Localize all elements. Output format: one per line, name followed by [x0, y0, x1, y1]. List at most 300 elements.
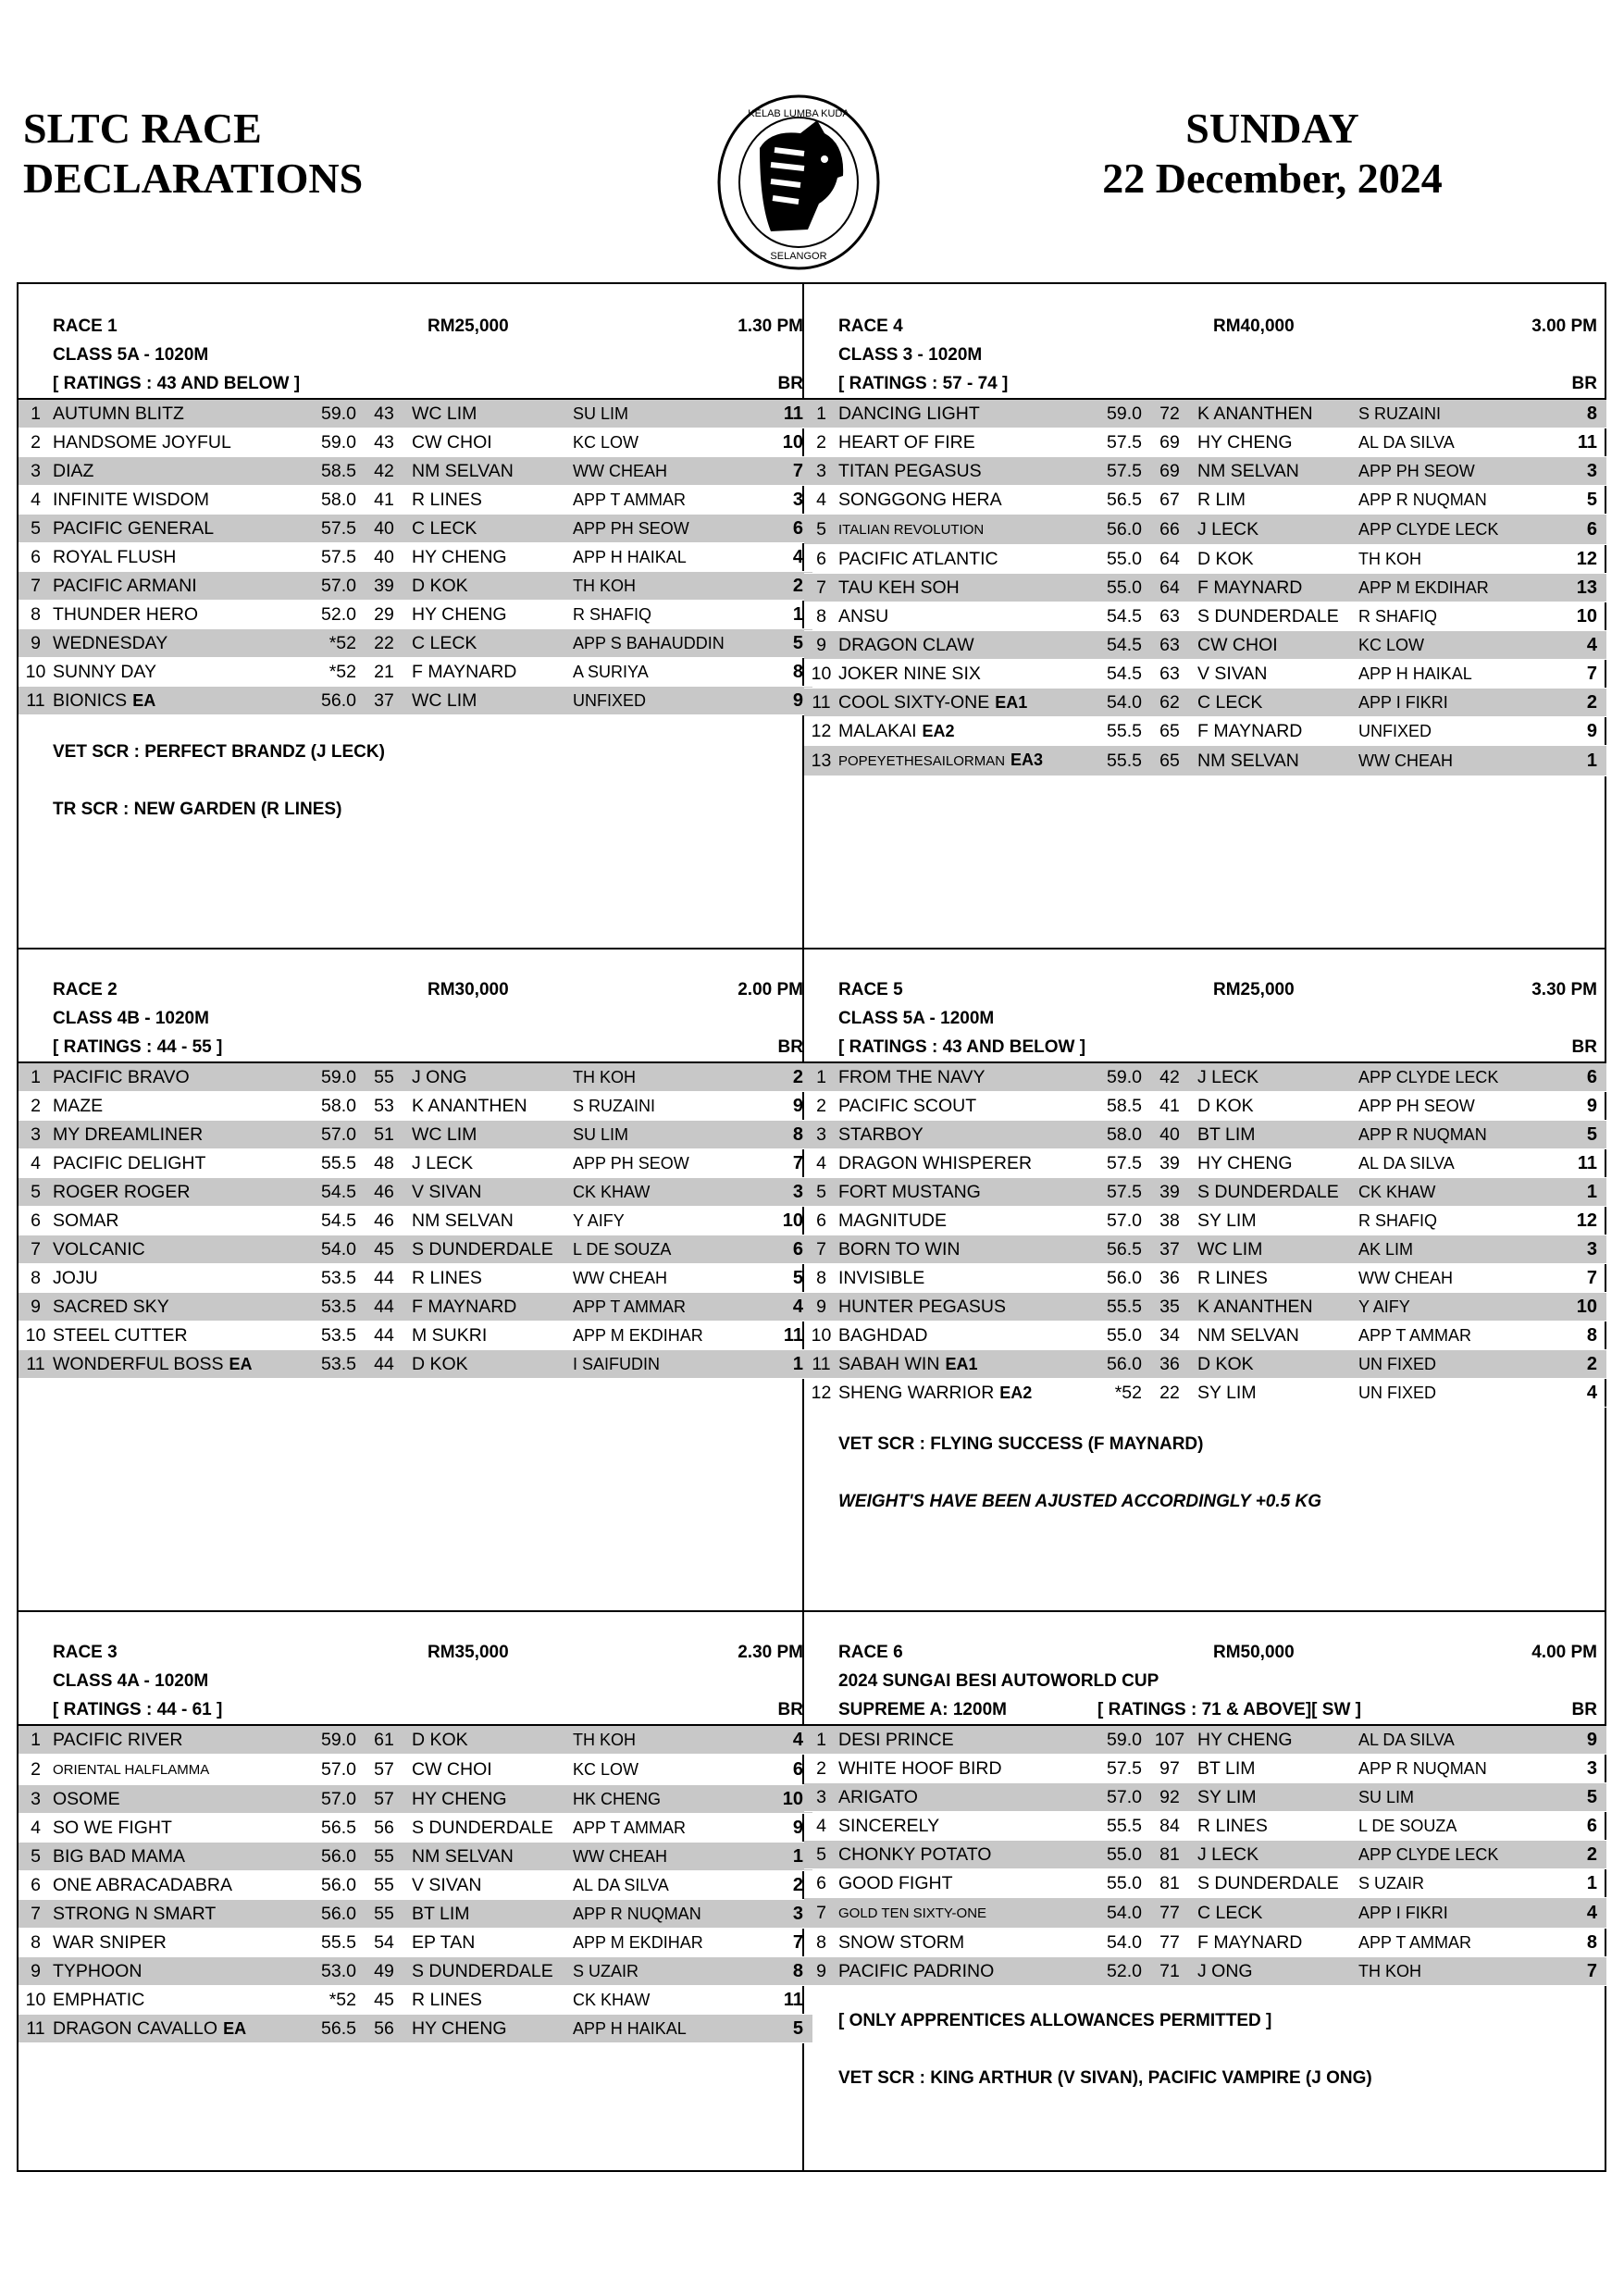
saddle-number: 10	[804, 660, 838, 689]
horse-name: STEEL CUTTER	[53, 1322, 299, 1350]
rating: 55	[356, 1843, 412, 1871]
race-prize: RM35,000	[428, 1643, 509, 1662]
emergency-acceptor: EA3	[1010, 751, 1044, 769]
emergency-acceptor	[981, 1183, 986, 1201]
weight: 57.0	[299, 1121, 356, 1149]
rating: 72	[1142, 399, 1197, 428]
horse-name: PACIFIC DELIGHT	[53, 1149, 299, 1178]
rating: 44	[356, 1322, 412, 1350]
saddle-number: 7	[19, 572, 53, 601]
trainer: SU LIM	[1358, 1783, 1560, 1812]
rating: 36	[1142, 1264, 1197, 1293]
race-class: CLASS 5A - 1020M	[53, 345, 209, 365]
emergency-acceptor	[167, 634, 173, 652]
runner-row	[19, 1350, 812, 1379]
race-header	[19, 975, 812, 1004]
emergency-acceptor	[975, 433, 981, 452]
trainer: CK KHAW	[573, 1986, 766, 2015]
emergency-acceptor	[176, 548, 181, 566]
horse-name: SHENG WARRIOR EA2	[838, 1379, 1085, 1408]
emergency-acceptor	[145, 1240, 151, 1259]
race-ratings: SUPREME A: 1200M [ RATINGS : 71 & ABOVE][ SW ] BR	[804, 1695, 1606, 1724]
emergency-acceptor	[924, 1125, 929, 1144]
horse-name: TAU KEH SOH	[838, 574, 1085, 602]
race-prize: RM25,000	[428, 316, 509, 336]
barrier: 13	[1560, 574, 1606, 602]
jockey: R LINES	[412, 1264, 573, 1293]
rating: 41	[1142, 1092, 1197, 1121]
barrier: 4	[1560, 631, 1606, 660]
rating: 44	[356, 1293, 412, 1322]
jockey: D KOK	[1197, 545, 1358, 574]
weight: 57.5	[1085, 1178, 1142, 1207]
saddle-number: 5	[19, 1178, 53, 1207]
jockey: K ANANTHEN	[412, 1092, 573, 1121]
runner-row	[19, 1785, 812, 1814]
rating: 69	[1142, 457, 1197, 486]
runner-row	[19, 1929, 812, 1957]
weight: 58.0	[1085, 1121, 1142, 1149]
weight: 53.5	[299, 1264, 356, 1293]
weight: 52.0	[299, 601, 356, 629]
trainer: APP PH SEOW	[1358, 1092, 1560, 1121]
barrier: 6	[1560, 1812, 1606, 1841]
rating: 67	[1142, 486, 1197, 515]
emergency-acceptor	[960, 1240, 965, 1259]
jockey: C LECK	[1197, 689, 1358, 717]
trainer: WW CHEAH	[573, 1843, 766, 1871]
horse-name: DESI PRINCE	[838, 1725, 1085, 1755]
horse-name: TYPHOON	[53, 1957, 299, 1986]
emergency-acceptor	[986, 1068, 991, 1086]
jockey: S DUNDERDALE	[412, 1814, 573, 1843]
jockey: BT LIM	[1197, 1755, 1358, 1783]
rating: 45	[356, 1235, 412, 1264]
weight: 56.0	[299, 1900, 356, 1929]
jockey: SY LIM	[1197, 1783, 1358, 1812]
jockey: F MAYNARD	[1197, 717, 1358, 746]
rating: 51	[356, 1121, 412, 1149]
jockey: R LINES	[412, 486, 573, 515]
rating: 81	[1142, 1869, 1197, 1898]
saddle-number: 7	[804, 574, 838, 602]
runner-row	[19, 1871, 812, 1900]
jockey: C LECK	[412, 515, 573, 543]
rating: 55	[356, 1062, 412, 1092]
barrier: 5	[1560, 1121, 1606, 1149]
rating: 56	[356, 1814, 412, 1843]
rating: 71	[1142, 1957, 1197, 1986]
runners-table	[19, 1724, 812, 2043]
saddle-number: 7	[19, 1900, 53, 1929]
svg-text:KELAB LUMBA KUDA: KELAB LUMBA KUDA	[748, 108, 849, 119]
race-header	[19, 1638, 812, 1667]
saddle-number: 8	[804, 602, 838, 631]
race-note: VET SCR : FLYING SUCCESS (F MAYNARD)	[838, 1434, 1204, 1454]
runners-table	[19, 1061, 812, 1379]
rating: 64	[1142, 545, 1197, 574]
emergency-acceptor: EA2	[999, 1384, 1033, 1402]
emergency-acceptor	[954, 1731, 960, 1749]
runner-row	[19, 1814, 812, 1843]
barrier: 1	[1560, 1178, 1606, 1207]
jockey: R LIM	[1197, 486, 1358, 515]
jockey: K ANANTHEN	[1197, 1293, 1358, 1322]
saddle-number: 2	[19, 1092, 53, 1121]
weight: 54.5	[299, 1178, 356, 1207]
saddle-number: 11	[804, 689, 838, 717]
emergency-acceptor	[888, 607, 894, 626]
emergency-acceptor	[185, 1847, 191, 1866]
runner-row	[804, 1755, 1606, 1783]
barrier: 5	[1560, 1783, 1606, 1812]
race-title: RACE 3	[53, 1643, 118, 1662]
barrier: 1	[1560, 746, 1606, 776]
barrier: 6	[1560, 1062, 1606, 1092]
runner-row	[19, 428, 812, 457]
runner-row	[804, 717, 1606, 746]
jockey: NM SELVAN	[412, 457, 573, 486]
trainer: Y AIFY	[1358, 1293, 1560, 1322]
trainer: WW CHEAH	[573, 457, 766, 486]
horse-name: DRAGON CLAW	[838, 631, 1085, 660]
saddle-number: 3	[19, 457, 53, 486]
horse-name: CHONKY POTATO	[838, 1841, 1085, 1869]
trainer: WW CHEAH	[1358, 1264, 1560, 1293]
barrier: 3	[766, 1178, 812, 1207]
rating: 22	[1142, 1379, 1197, 1408]
jockey: BT LIM	[1197, 1121, 1358, 1149]
weight: *52	[299, 1986, 356, 2015]
barrier: 1	[766, 601, 812, 629]
jockey: F MAYNARD	[412, 658, 573, 687]
document-title: SLTC RACE DECLARATIONS	[23, 105, 364, 202]
saddle-number: 5	[19, 515, 53, 543]
emergency-acceptor	[974, 636, 980, 654]
trainer: APP CLYDE LECK	[1358, 515, 1560, 545]
horse-name: EMPHATIC	[53, 1986, 299, 2015]
horse-name: INVISIBLE	[838, 1264, 1085, 1293]
runner-row	[19, 1264, 812, 1293]
race-date: SUNDAY 22 December, 2024	[1102, 105, 1443, 202]
runner-row	[19, 543, 812, 572]
jockey: HY CHENG	[412, 1785, 573, 1814]
saddle-number: 3	[804, 1121, 838, 1149]
rating: 48	[356, 1149, 412, 1178]
weight: 54.5	[1085, 660, 1142, 689]
horse-name: DIAZ	[53, 457, 299, 486]
rating: 37	[356, 687, 412, 715]
jockey: D KOK	[412, 1725, 573, 1755]
barrier: 7	[766, 1929, 812, 1957]
race-time: 4.00 PM	[1531, 1643, 1597, 1662]
horse-name: BAGHDAD	[838, 1322, 1085, 1350]
runner-row	[804, 1869, 1606, 1898]
emergency-acceptor	[231, 433, 237, 452]
weight: 55.0	[1085, 1841, 1142, 1869]
rating: 92	[1142, 1783, 1197, 1812]
race-time: 3.30 PM	[1531, 980, 1597, 999]
horse-name: OSOME	[53, 1785, 299, 1814]
trainer: APP T AMMAR	[1358, 1929, 1560, 1957]
trainer: APP M EKDIHAR	[573, 1929, 766, 1957]
race-panel	[19, 312, 812, 819]
jockey: NM SELVAN	[412, 1843, 573, 1871]
emergency-acceptor	[924, 1269, 930, 1287]
barrier: 11	[766, 399, 812, 428]
runner-row	[19, 486, 812, 515]
weight: 54.0	[1085, 1929, 1142, 1957]
jockey: C LECK	[412, 629, 573, 658]
barrier: 11	[1560, 428, 1606, 457]
row-divider	[19, 1610, 1605, 1612]
horse-name: GOLD TEN SIXTY-ONE	[838, 1898, 1085, 1929]
emergency-acceptor	[980, 404, 986, 423]
saddle-number: 12	[804, 717, 838, 746]
emergency-acceptor	[209, 1759, 215, 1778]
trainer: KC LOW	[573, 1755, 766, 1785]
runner-row	[804, 1783, 1606, 1812]
barrier-label: BR	[1571, 374, 1597, 393]
race-time: 2.30 PM	[738, 1643, 803, 1662]
weight: 57.0	[1085, 1207, 1142, 1235]
barrier: 10	[766, 1785, 812, 1814]
barrier: 6	[766, 515, 812, 543]
emergency-acceptor	[1002, 1759, 1008, 1778]
saddle-number: 9	[804, 1957, 838, 1986]
horse-name: BIONICS EA	[53, 687, 299, 715]
saddle-number: 4	[19, 1149, 53, 1178]
runner-row	[804, 689, 1606, 717]
runner-row	[804, 1092, 1606, 1121]
jockey: M SUKRI	[412, 1322, 573, 1350]
saddle-number: 7	[804, 1235, 838, 1264]
race-ratings: [ RATINGS : 44 - 55 ] BR	[19, 1033, 812, 1061]
jockey: NM SELVAN	[1197, 1322, 1358, 1350]
saddle-number: 10	[19, 1322, 53, 1350]
jockey: J ONG	[412, 1062, 573, 1092]
emergency-acceptor	[982, 462, 987, 480]
saddle-number: 7	[19, 1235, 53, 1264]
trainer: R SHAFIQ	[1358, 602, 1560, 631]
rating: 35	[1142, 1293, 1197, 1322]
emergency-acceptor	[964, 1933, 970, 1952]
weight: 55.5	[299, 1929, 356, 1957]
emergency-acceptor	[216, 1905, 221, 1923]
runner-row	[804, 1293, 1606, 1322]
horse-name: AUTUMN BLITZ	[53, 399, 299, 428]
trainer: APP R NUQMAN	[1358, 1121, 1560, 1149]
barrier: 6	[1560, 515, 1606, 545]
rating: 77	[1142, 1898, 1197, 1929]
runner-row	[19, 515, 812, 543]
trainer: APP I FIKRI	[1358, 1898, 1560, 1929]
runner-row	[19, 1322, 812, 1350]
horse-name: TITAN PEGASUS	[838, 457, 1085, 486]
trainer: APP PH SEOW	[573, 1149, 766, 1178]
barrier: 10	[766, 428, 812, 457]
horse-name: WAR SNIPER	[53, 1929, 299, 1957]
jockey: J LECK	[1197, 1062, 1358, 1092]
emergency-acceptor: EA1	[945, 1355, 978, 1373]
jockey: R LINES	[1197, 1264, 1358, 1293]
trainer: TH KOH	[1358, 545, 1560, 574]
trainer: APP H HAIKAL	[573, 2015, 766, 2043]
rating: 65	[1142, 717, 1197, 746]
emergency-acceptor	[156, 663, 162, 681]
barrier: 7	[1560, 1957, 1606, 1986]
saddle-number: 4	[804, 1149, 838, 1178]
emergency-acceptor	[190, 1183, 195, 1201]
runner-row	[19, 1293, 812, 1322]
horse-name: SABAH WIN EA1	[838, 1350, 1085, 1379]
rating: 22	[356, 629, 412, 658]
row-divider	[19, 948, 1605, 949]
barrier: 4	[1560, 1379, 1606, 1408]
horse-name: DRAGON WHISPERER	[838, 1149, 1085, 1178]
runner-row	[19, 1207, 812, 1235]
barrier: 8	[1560, 1929, 1606, 1957]
trainer: SU LIM	[573, 399, 766, 428]
horse-name: VOLCANIC	[53, 1235, 299, 1264]
runner-row	[804, 1178, 1606, 1207]
weight: 56.0	[299, 1871, 356, 1900]
rating: 44	[356, 1350, 412, 1379]
jockey: V SIVAN	[1197, 660, 1358, 689]
emergency-acceptor	[205, 1154, 211, 1173]
trainer: WW CHEAH	[573, 1264, 766, 1293]
runner-row	[19, 1986, 812, 2015]
jockey: HY CHENG	[1197, 1149, 1358, 1178]
horse-name: PACIFIC GENERAL	[53, 515, 299, 543]
weight: 58.5	[1085, 1092, 1142, 1121]
horse-name: ARIGATO	[838, 1783, 1085, 1812]
weight: 53.5	[299, 1293, 356, 1322]
runner-row	[804, 574, 1606, 602]
runners-table	[804, 1061, 1606, 1408]
horse-name: FROM THE NAVY	[838, 1062, 1085, 1092]
trainer: APP T AMMAR	[573, 1293, 766, 1322]
saddle-number: 9	[19, 1957, 53, 1986]
weight: 53.5	[299, 1350, 356, 1379]
race-title: RACE 6	[838, 1643, 903, 1662]
trainer: APP R NUQMAN	[573, 1900, 766, 1929]
race-panel	[19, 1638, 812, 2043]
trainer: Y AIFY	[573, 1207, 766, 1235]
race-note: WEIGHT'S HAVE BEEN AJUSTED ACCORDINGLY +0.5 KG	[838, 1492, 1321, 1511]
weight: 58.5	[299, 457, 356, 486]
jockey: CW CHOI	[412, 1755, 573, 1785]
trainer: APP R NUQMAN	[1358, 486, 1560, 515]
horse-name: INFINITE WISDOM	[53, 486, 299, 515]
weight: 59.0	[299, 399, 356, 428]
weight: 55.0	[1085, 574, 1142, 602]
rating: 29	[356, 601, 412, 629]
race-title: RACE 1	[53, 316, 118, 336]
rating: 43	[356, 428, 412, 457]
jockey: HY CHENG	[1197, 428, 1358, 457]
trainer: TH KOH	[573, 572, 766, 601]
weight: 52.0	[1085, 1957, 1142, 1986]
horse-name: SOMAR	[53, 1207, 299, 1235]
weight: 55.5	[1085, 746, 1142, 776]
jockey: C LECK	[1197, 1898, 1358, 1929]
rating: 46	[356, 1207, 412, 1235]
barrier: 6	[766, 1235, 812, 1264]
barrier-label: BR	[1571, 1700, 1597, 1719]
weight: 54.0	[299, 1235, 356, 1264]
barrier: 9	[766, 1814, 812, 1843]
trainer: R SHAFIQ	[573, 601, 766, 629]
jockey: S DUNDERDALE	[412, 1235, 573, 1264]
emergency-acceptor	[976, 1097, 982, 1115]
runners-table	[19, 398, 812, 715]
jockey: NM SELVAN	[1197, 746, 1358, 776]
horse-name: JOJU	[53, 1264, 299, 1293]
weight: 56.0	[1085, 1264, 1142, 1293]
jockey: CW CHOI	[1197, 631, 1358, 660]
weight: 54.0	[1085, 1898, 1142, 1929]
trainer: APP I FIKRI	[1358, 689, 1560, 717]
race-note: VET SCR : PERFECT BRANDZ (J LECK)	[53, 742, 385, 762]
runner-row	[804, 515, 1606, 545]
weight: 59.0	[1085, 399, 1142, 428]
runner-row	[19, 1843, 812, 1871]
runner-row	[804, 1812, 1606, 1841]
trainer: KC LOW	[1358, 631, 1560, 660]
saddle-number: 5	[19, 1843, 53, 1871]
runner-row	[19, 572, 812, 601]
barrier: 6	[766, 1755, 812, 1785]
runner-row	[19, 2015, 812, 2043]
trainer: UNFIXED	[1358, 717, 1560, 746]
saddle-number: 11	[19, 2015, 53, 2043]
jockey: HY CHENG	[1197, 1725, 1358, 1755]
jockey: J ONG	[1197, 1957, 1358, 1986]
barrier: 7	[1560, 660, 1606, 689]
saddle-number: 5	[804, 1178, 838, 1207]
emergency-acceptor	[167, 1933, 172, 1952]
weight: 55.5	[299, 1149, 356, 1178]
barrier: 3	[766, 1900, 812, 1929]
rating: 41	[356, 486, 412, 515]
trainer: L DE SOUZA	[1358, 1812, 1560, 1841]
runner-row	[804, 545, 1606, 574]
weight: 57.5	[1085, 428, 1142, 457]
svg-text:SELANGOR: SELANGOR	[770, 251, 827, 262]
barrier: 4	[1560, 1898, 1606, 1929]
rating: 56	[356, 2015, 412, 2043]
trainer: TH KOH	[573, 1725, 766, 1755]
rating: 69	[1142, 428, 1197, 457]
race-panel	[804, 1638, 1606, 2088]
emergency-acceptor	[209, 490, 215, 509]
race-header	[804, 312, 1606, 341]
trainer: APP S BAHAUDDIN	[573, 629, 766, 658]
runner-row	[804, 428, 1606, 457]
saddle-number: 6	[19, 1207, 53, 1235]
race-time: 3.00 PM	[1531, 316, 1597, 336]
weight: 59.0	[1085, 1062, 1142, 1092]
weight: 57.5	[299, 543, 356, 572]
horse-name: PACIFIC PADRINO	[838, 1957, 1085, 1986]
saddle-number: 5	[804, 1841, 838, 1869]
saddle-number: 13	[804, 746, 838, 776]
horse-name: ROYAL FLUSH	[53, 543, 299, 572]
saddle-number: 1	[19, 1725, 53, 1755]
weight: 53.5	[299, 1322, 356, 1350]
weight: 58.0	[299, 1092, 356, 1121]
